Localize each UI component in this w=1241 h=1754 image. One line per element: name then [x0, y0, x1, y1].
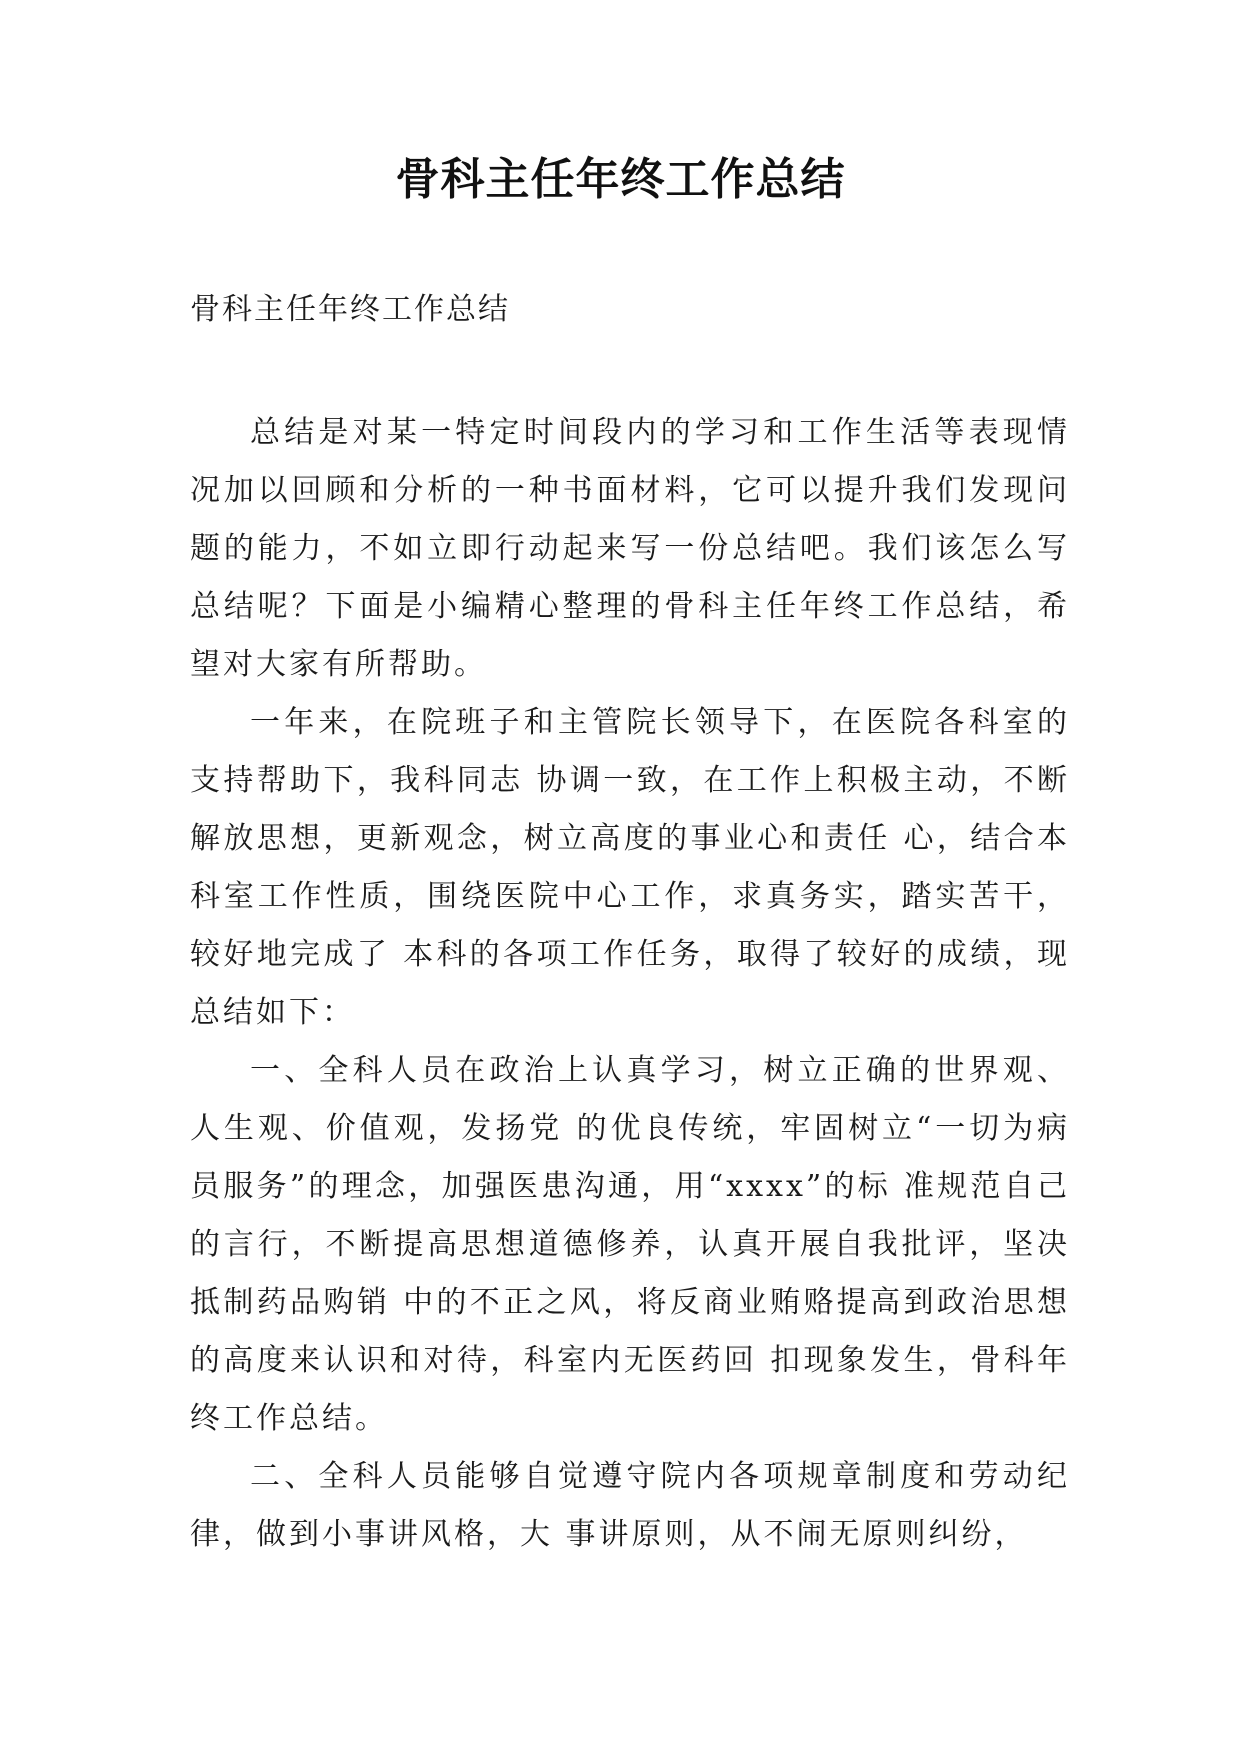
- paragraph-overview: 一年来，在院班子和主管院长领导下，在医院各科室的支持帮助下，我科同志 协调一致，在工作上积极主动，不断解放思想，更新观念，树立高度的事业心和责任 心，结合本科室工作性质，围绕医院中心工作，求真务实，踏实苦干，较好地完成了 本科的各项工作任务，取得了较好的成绩，现总结如下：: [190, 705, 1070, 1030]
- paragraph-section-two: 二、全科人员能够自觉遵守院内各项规章制度和劳动纪律，做到小事讲风格，大 事讲原则，从不闹无原则纠纷，: [190, 1459, 1070, 1552]
- document-body: [190, 404, 1070, 1564]
- paragraph-section-one: 一、全科人员在政治上认真学习，树立正确的世界观、人生观、价值观，发扬党 的优良传统，牢固树立“一切为病员服务”的理念，加强医患沟通，用“xxxx”的标 准规范自己的言行，不断提高思想道德修养，认真开展自我批评，坚决抵制药品购销 中的不正之风，将反商业贿赂提高到政治思想的高度来认识和对待，科室内无医药回 扣现象发生，骨科年终工作总结。: [190, 1053, 1070, 1436]
- document-title: 骨科主任年终工作总结: [395, 154, 846, 205]
- paragraph-intro: 总结是对某一特定时间段内的学习和工作生活等表现情况加以回顾和分析的一种书面材料，它可以提升我们发现问题的能力，不如立即行动起来写一份总结吧。我们该怎么写总结呢？下面是小编精心整理的骨科主任年终工作总结，希望对大家有所帮助。: [190, 415, 1070, 682]
- document-subtitle: 骨科主任年终工作总结: [190, 292, 510, 327]
